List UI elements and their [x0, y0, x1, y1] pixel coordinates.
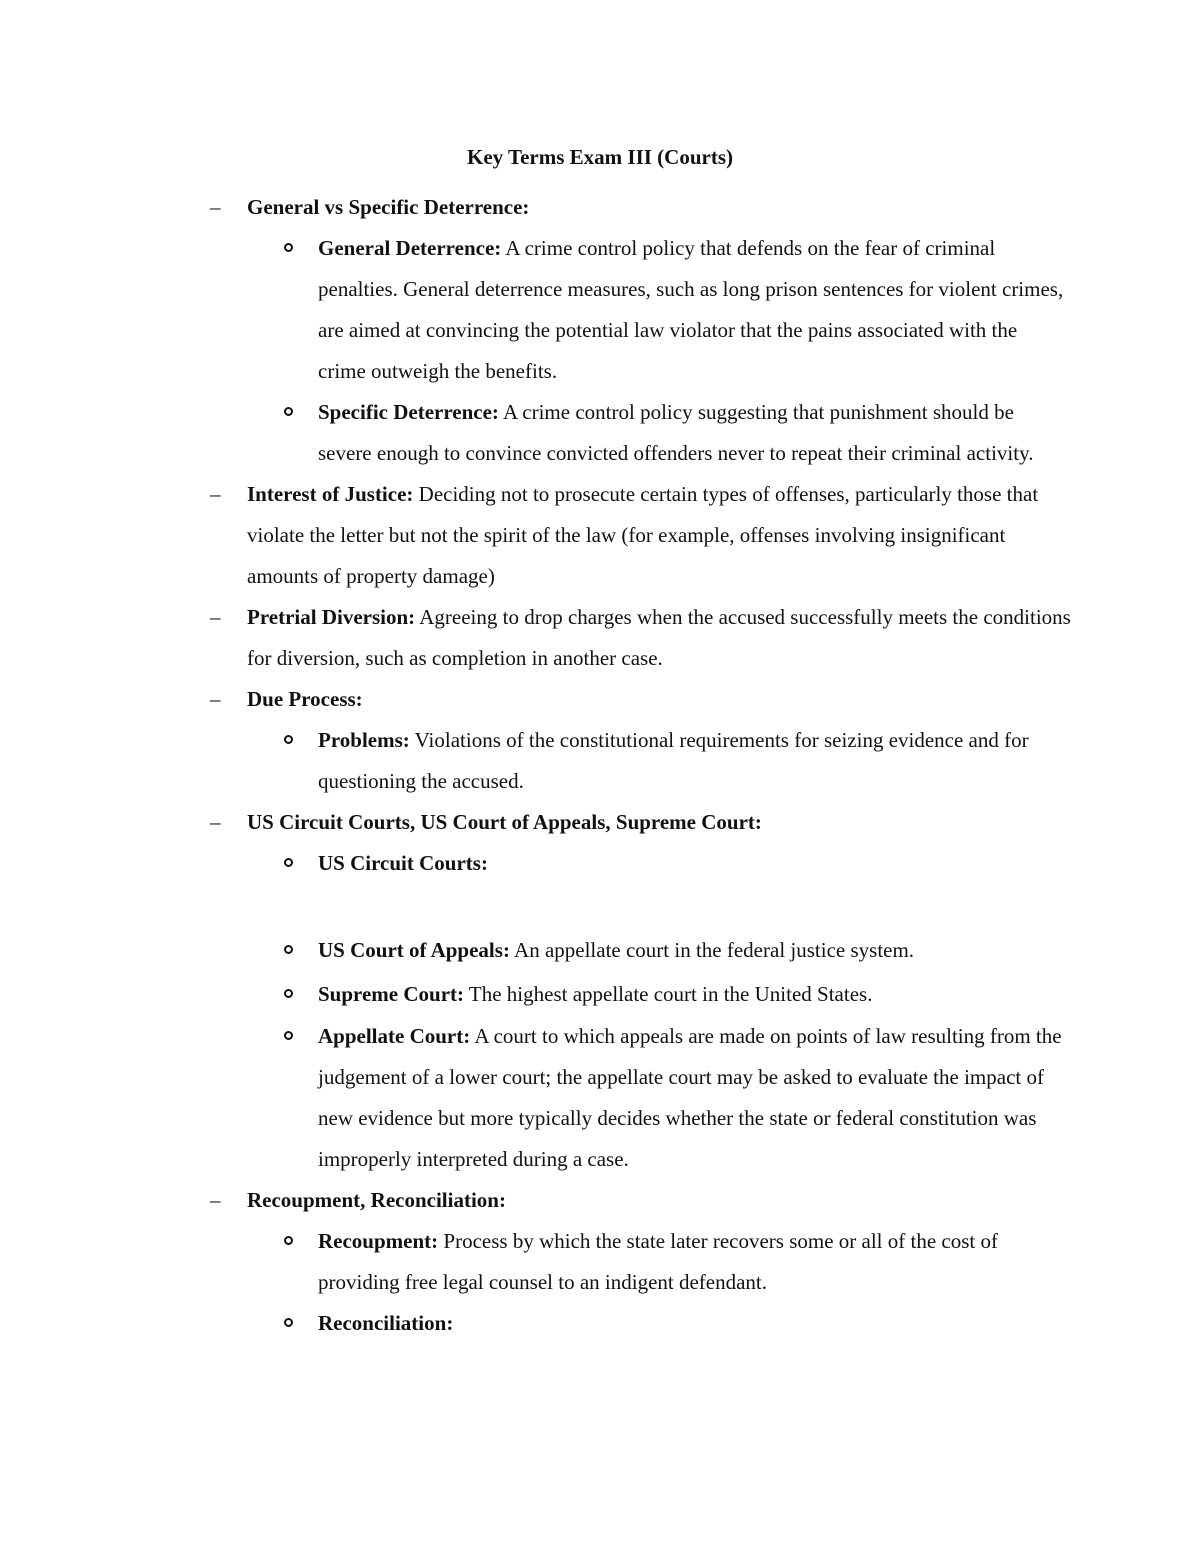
- term-definition: Violations of the constitutional requirements for seizing evidence and for questioning the accused.: [318, 728, 1029, 793]
- term-definition: A crime control policy that defends on the fear of criminal penalties. General deterrence measures, such as long prison sentences for violent crimes, are aimed at convincing the potential law violator that the pains associated with the crime outweigh the benefits.: [318, 236, 1064, 383]
- term-label: General vs Specific Deterrence:: [247, 195, 530, 219]
- circle-bullet-icon: [284, 1031, 293, 1040]
- term-label: Recoupment, Reconciliation:: [247, 1188, 506, 1212]
- dash-bullet: –: [210, 687, 221, 711]
- term-label: Problems:: [318, 728, 410, 752]
- dash-bullet: –: [210, 810, 221, 834]
- term-label: Interest of Justice:: [247, 482, 414, 506]
- term-definition: Deciding not to prosecute certain types of offenses, particularly those that violate the letter but not the spirit of the law (for example, offenses involving insignificant amounts of property damage): [247, 482, 1039, 588]
- dash-bullet: –: [210, 482, 221, 506]
- circle-bullet-icon: [284, 735, 293, 744]
- sub-item-us-court-of-appeals: [0, 928, 1068, 972]
- circle-bullet-icon: [284, 1236, 293, 1245]
- sub-item-us-circuit-courts: [0, 843, 1068, 884]
- sub-item-recoupment: [0, 1221, 1068, 1303]
- dash-bullet: –: [210, 605, 221, 629]
- list-item-courts: [0, 802, 1077, 843]
- term-label: Due Process:: [247, 687, 363, 711]
- list-item-due-process: [0, 679, 1077, 720]
- circle-bullet-icon: [284, 945, 293, 954]
- term-definition: A court to which appeals are made on points of law resulting from the judgement of a lower court; the appellate court may be asked to evaluate the impact of new evidence but more typically decides whether the state or federal constitution was improperly interpreted during a case.: [318, 1024, 1062, 1171]
- term-label: Reconciliation:: [318, 1311, 454, 1335]
- blank-line: [0, 884, 1200, 928]
- sub-item-specific-deterrence: [0, 392, 1068, 474]
- term-label: Appellate Court:: [318, 1024, 471, 1048]
- circle-bullet-icon: [284, 243, 293, 252]
- term-definition: Agreeing to drop charges when the accused successfully meets the conditions for diversion, such as completion in another case.: [247, 605, 1071, 670]
- sub-item-problems: [0, 720, 1068, 802]
- circle-bullet-icon: [284, 989, 293, 998]
- term-definition: An appellate court in the federal justice system.: [514, 938, 915, 962]
- dash-bullet: –: [210, 1188, 221, 1212]
- dash-bullet: –: [210, 195, 221, 219]
- term-label: General Deterrence:: [318, 236, 502, 260]
- list-item-pretrial-diversion: [0, 597, 1077, 679]
- term-label: Recoupment:: [318, 1229, 439, 1253]
- sub-item-general-deterrence: [0, 228, 1068, 392]
- terms-list: [0, 187, 1200, 1344]
- term-label: US Circuit Courts:: [318, 851, 488, 875]
- circle-bullet-icon: [284, 1318, 293, 1327]
- circle-bullet-icon: [284, 858, 293, 867]
- circle-bullet-icon: [284, 407, 293, 416]
- term-label: Supreme Court:: [318, 982, 465, 1006]
- term-label: Pretrial Diversion:: [247, 605, 416, 629]
- term-definition: Process by which the state later recovers some or all of the cost of providing free legal counsel to an indigent defendant.: [318, 1229, 998, 1294]
- sub-item-reconciliation: [0, 1303, 1068, 1344]
- list-item-interest-of-justice: [0, 474, 1077, 597]
- term-label: Specific Deterrence:: [318, 400, 499, 424]
- term-definition: A crime control policy suggesting that punishment should be severe enough to convince convicted offenders never to repeat their criminal activity.: [318, 400, 1034, 465]
- sub-item-supreme-court: [0, 972, 1068, 1016]
- term-definition: The highest appellate court in the United States.: [468, 982, 873, 1006]
- sub-item-appellate-court: [0, 1016, 1068, 1180]
- page-title: Key Terms Exam III (Courts): [467, 145, 733, 169]
- list-item-deterrence: [0, 187, 1077, 228]
- list-item-recoupment-reconciliation: [0, 1180, 1077, 1221]
- term-label: US Circuit Courts, US Court of Appeals, Supreme Court:: [247, 810, 762, 834]
- term-label: US Court of Appeals:: [318, 938, 510, 962]
